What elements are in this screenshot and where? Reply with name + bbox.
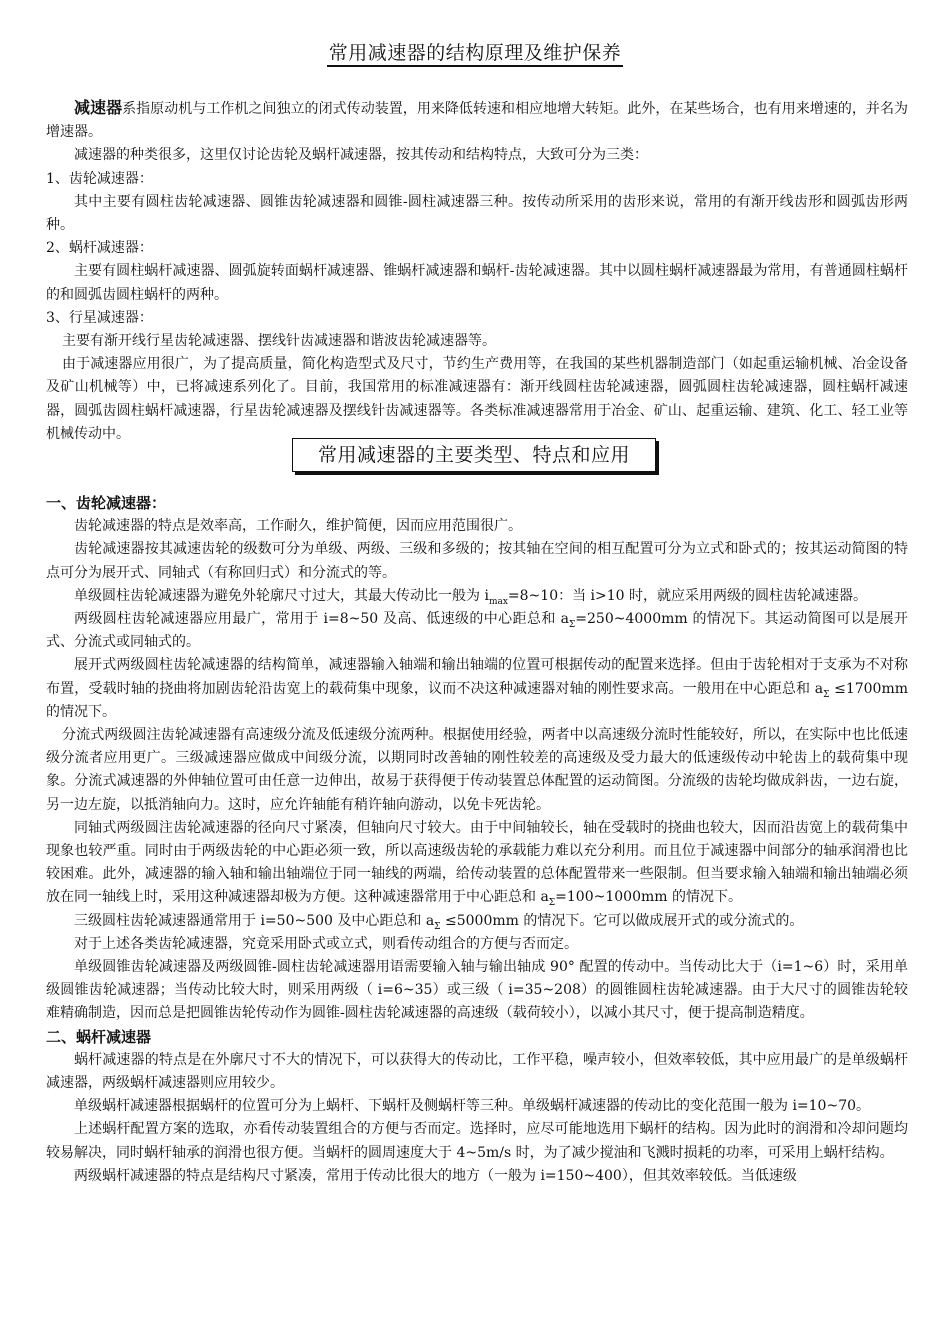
category-2-body: 主要有圆柱蜗杆减速器、圆弧旋转面蜗杆减速器、锥蜗杆减速器和蜗杆-齿轮减速器。其中以圆柱蜗杆减速器最为常用，有普通圆柱蜗杆的和圆弧齿圆柱蜗杆的两种。 (46, 263, 908, 303)
intro-paragraph-1: 减速器系指原动机与工作机之间独立的闭式传动装置，用来降低转速和相应地增大转矩。此外，在某些场合，也有用来增速的，并名为增速器。 (46, 98, 908, 141)
intro-paragraph-2: 减速器的种类很多，这里仅讨论齿轮及蜗杆减速器，按其传动和结构特点，大致可分为三类： (74, 147, 648, 164)
gear-paragraph-1: 齿轮减速器的特点是效率高，工作耐久，维护简便，因而应用范围很广。 (74, 518, 522, 535)
worm-paragraph-3: 上述蜗杆配置方案的选取，亦看传动装置组合的方便与否而定。选择时，应尽可能地选用下蜗杆的结构。因为此时的润滑和冷却问题均较易解决，同时蜗杆轴承的润滑也很方便。当蜗杆的圆周速度大于 4~5m/s 时，为了减少搅油和飞溅时损耗的功率，可采用上蜗杆结构。 (46, 1121, 908, 1161)
gear-paragraph-2: 齿轮减速器按其减速齿轮的级数可分为单级、两级、三级和多级的；按其轴在空间的相互配置可分为立式和卧式的；按其运动简图的特点可分为展开式、同轴式（有称回归式）和分流式的等。 (46, 541, 908, 581)
gear-paragraph-9: 对于上述各类齿轮减速器，究竟采用卧式或立式，则看传动组合的方便与否而定。 (74, 935, 578, 952)
gear-paragraph-3: 单级圆柱齿轮减速器为避免外轮廓尺寸过大，其最大传动比一般为 $i_{max}=8\sim 10$：当 i>10 时，就应采用两级的圆柱齿轮减速器。 (74, 587, 868, 607)
gear-section (46, 492, 908, 1188)
section-title-box: 常用减速器的主要类型、特点和应用 (292, 438, 656, 472)
category-3-body: 主要有渐开线行星齿轮减速器、摆线针齿减速器和谐波齿轮减速器等。 (62, 333, 496, 350)
gear-paragraph-4: 两级圆柱齿轮减速器应用最广，常用于 i=8~50 及高、低速级的中心距总和 $a_\Sigma=250\sim 4000mm$ 的情况下。其运动简图可以是展开式、分流式或同轴式的。 (46, 611, 908, 651)
worm-paragraph-1: 蜗杆减速器的特点是在外廓尺寸不大的情况下，可以获得大的传动比，工作平稳，噪声较小，但效率较低，其中应用最广的是单级蜗杆减速器，两级蜗杆减速器则应用较少。 (46, 1051, 908, 1092)
gear-paragraph-5: 展开式两级圆柱齿轮减速器的结构简单，减速器输入轴端和输出轴端的位置可根据传动的配置来选择。但由于齿轮相对于支承为不对称布置，受载时轴的挠曲将加剧齿轮沿齿宽上的载荷集中现象，议而不决这种减速器对轴的刚性要求高。一般用在中心距总和 $a_\Sigma \le 1700mm$ 的情况下。 (46, 657, 908, 720)
gear-paragraph-6: 分流式两级圆注齿轮减速器有高速级分流及低速级分流两种。根据使用经验，两者中以高速级分流时性能较好，所以，在实际中也比低速级分流者应用更广。三级减速器应做成中间级分流，以期同时改善轴的刚性较差的高速级及受力最大的低速级传动中轮齿上的载荷集中现象。分流式减速器的外伸轴位置可由任意一边伸出，故易于获得便于传动装置总体配置的运动简图。分流级的齿轮均做成斜齿，一边右旋，另一边左旋，以抵消轴向力。这时，应允许轴能有稍许轴向游动，以免卡死齿轮。 (46, 727, 908, 813)
category-1-heading: 1、齿轮减速器： (46, 170, 153, 187)
gear-paragraph-8: 三级圆柱齿轮减速器通常用于 i=50~500 及中心距总和 $a_\Sigma \le 5000mm$ 的情况下。它可以做成展开式的或分流式的。 (74, 912, 804, 932)
category-1-body: 其中主要有圆柱齿轮减速器、圆锥齿轮减速器和圆锥-圆柱减速器三种。按传动所采用的齿形来说，常用的有渐开线齿形和圆弧齿形两种。 (46, 193, 908, 234)
worm-heading: 二、蜗杆减速器 (46, 1027, 152, 1046)
intro-paragraph-3: 由于减速器应用很广，为了提高质量，简化构造型式及尺寸，节约生产费用等，在我国的某些机器制造部门（如起重运输机械、冶金设备及矿山机械等）中，已将减速系列化了。目前，我国常用的标准减速器有：渐开线圆柱齿轮减速器，圆弧圆柱齿轮减速器，圆柱蜗杆减速器，圆弧齿圆柱蜗杆减速器，行星齿轮减速器及摆线针齿减速器等。各类标准减速器常用于冶金、矿山、起重运输、建筑、化工、轻工业等机械传动中。 (46, 356, 908, 442)
intro-lead-term: 减速器 (74, 98, 123, 117)
worm-paragraph-4: 两级蜗杆减速器的特点是结构尺寸紧凑，常用于传动比很大的地方（一般为 i=150~400），但其效率较低。当低速级 (74, 1167, 797, 1184)
document-title: 常用减速器的结构原理及维护保养 (0, 38, 950, 65)
gear-heading: 一、齿轮减速器： (46, 494, 167, 512)
worm-paragraph-2: 单级蜗杆减速器根据蜗杆的位置可分为上蜗杆、下蜗杆及侧蜗杆等三种。单级蜗杆减速器的传动比的变化范围一般为 i=10~70。 (74, 1098, 871, 1115)
gear-paragraph-7: 同轴式两级圆注齿轮减速器的径向尺寸紧凑，但轴向尺寸较大。由于中间轴较长，轴在受载时的挠曲也较大，因而沿齿宽上的载荷集中现象也较严重。同时由于两级齿轮的中心距必须一致，所以高速级齿轮的承载能力难以充分利用。而且位于减速器中间部分的轴承润滑也比较困难。此外，减速器的输入轴和输出轴端位于同一轴线的两端，给传动装置的总体配置带来一些限制。但当要求输入轴端和输出轴端必须放在同一轴线上时，采用这种减速器却极为方便。这种减速器常用于中心距总和 $a_\Sigma=100\sim 1000mm$ 的情况下。 (46, 819, 908, 909)
category-2-heading: 2、蜗杆减速器： (46, 240, 153, 257)
category-3-heading: 3、行星减速器： (46, 309, 153, 326)
gear-paragraph-10: 单级圆锥齿轮减速器及两级圆锥-圆柱齿轮减速器用语需要输入轴与输出轴成 90° 配置的传动中。当传动比大于（i=1~6）时，采用单级圆锥齿轮减速器；当传动比较大时，则采用两级（ i=6~35）或三级（ i=35~208）的圆锥圆柱齿轮减速器。由于大尺寸的圆锥齿轮较难精确制造，因而总是把圆锥齿轮传动作为圆锥-圆柱齿轮减速器的高速级（载荷较小），以减小其尺寸，便于提高制造精度。 (46, 959, 908, 1022)
intro-block (46, 96, 908, 446)
